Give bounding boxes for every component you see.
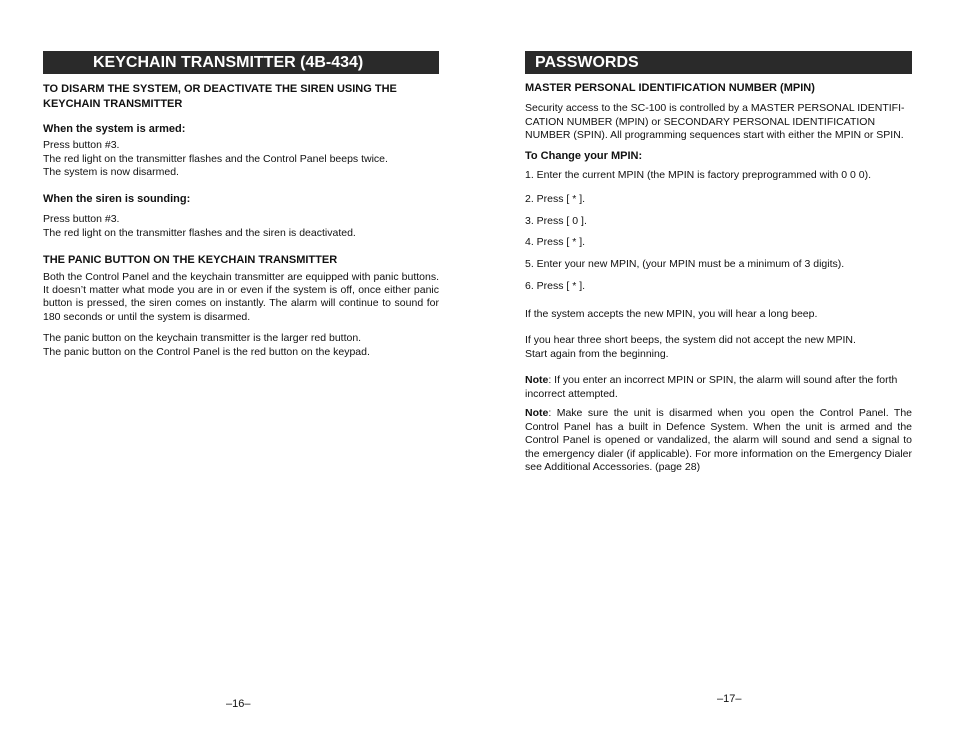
step-1: 1. Enter the current MPIN (the MPIN is factory preprogrammed with 0 0 0). — [525, 169, 872, 181]
passwords-title: PASSWORDS — [535, 54, 639, 71]
accept-text: If the system accepts the new MPIN, you will hear a long beep. — [525, 308, 818, 320]
step-6: 6. Press [ * ]. — [525, 280, 586, 292]
armed-heading: When the system is armed: — [43, 123, 186, 135]
disarm-heading: TO DISARM THE SYSTEM, OR DEACTIVATE THE SIREN USING THE KEYCHAIN TRANSMITTER — [43, 83, 397, 110]
panic-heading: THE PANIC BUTTON ON THE KEYCHAIN TRANSMITTER — [43, 254, 338, 266]
mpin-heading: MASTER PERSONAL IDENTIFICATION NUMBER (MPIN) — [525, 82, 815, 94]
keychain-title: KEYCHAIN TRANSMITTER (4B-434) — [93, 54, 364, 71]
note-1-text: : If you enter an incorrect MPIN or SPIN, the alarm will sound after the forth incorrect attempted. — [525, 374, 898, 400]
mpin-intro: Security access to the SC-100 is controlled by a MASTER PERSONAL IDENTIFI- CATION NUMBER (MPIN) or SECONDARY PERSONAL IDENTIFICATION NUMBER (SPIN). All programming sequences start with either the MPIN or SPIN. — [525, 102, 905, 141]
note-1-label: Note — [525, 374, 549, 386]
change-mpin-heading: To Change your MPIN: — [525, 150, 643, 162]
step-4: 4. Press [ * ]. — [525, 236, 586, 248]
step-2: 2. Press [ * ]. — [525, 193, 586, 205]
sounding-heading: When the siren is sounding: — [43, 193, 191, 205]
page-number-right: –17– — [717, 693, 742, 705]
note-2-label: Note — [525, 407, 549, 419]
panic-paragraph: Both the Control Panel and the keychain transmitter are equipped with panic buttons. It doesn’t matter what mode you are in or even if the system is off, once either panic button is pressed, the siren comes on instantly. The alarm will continue to sound for 180 seconds or until the system is disarmed. — [43, 271, 439, 323]
sounding-text: Press button #3. The red light on the transmitter flashes and the siren is deactivated. — [43, 213, 356, 239]
step-5: 5. Enter your new MPIN, (your MPIN must be a minimum of 3 digits). — [525, 258, 845, 270]
keychain-title-bar — [43, 51, 439, 74]
armed-text: Press button #3. The red light on the transmitter flashes and the Control Panel beeps twice. The system is now disarmed. — [43, 139, 388, 178]
panic-note: The panic button on the keychain transmitter is the larger red button. The panic button on the Control Panel is the red button on the keypad. — [43, 332, 370, 358]
reject-text: If you hear three short beeps, the system did not accept the new MPIN. Start again from the beginning. — [525, 334, 856, 360]
note-1 — [525, 374, 912, 401]
note-2 — [525, 407, 912, 475]
page-number-left: –16– — [226, 698, 251, 710]
step-3: 3. Press [ 0 ]. — [525, 215, 587, 227]
passwords-title-bar — [525, 51, 912, 74]
note-2-text: : Make sure the unit is disarmed when you open the Control Panel. The Control Panel has a built in Defence System. When the unit is armed and the Control Panel is opened or vandalized, the alarm will sound and send a signal to the emergency dialer (if applicable). For more information on the Emergency Dialer see Additional Accessories. (page 28) — [525, 407, 912, 473]
